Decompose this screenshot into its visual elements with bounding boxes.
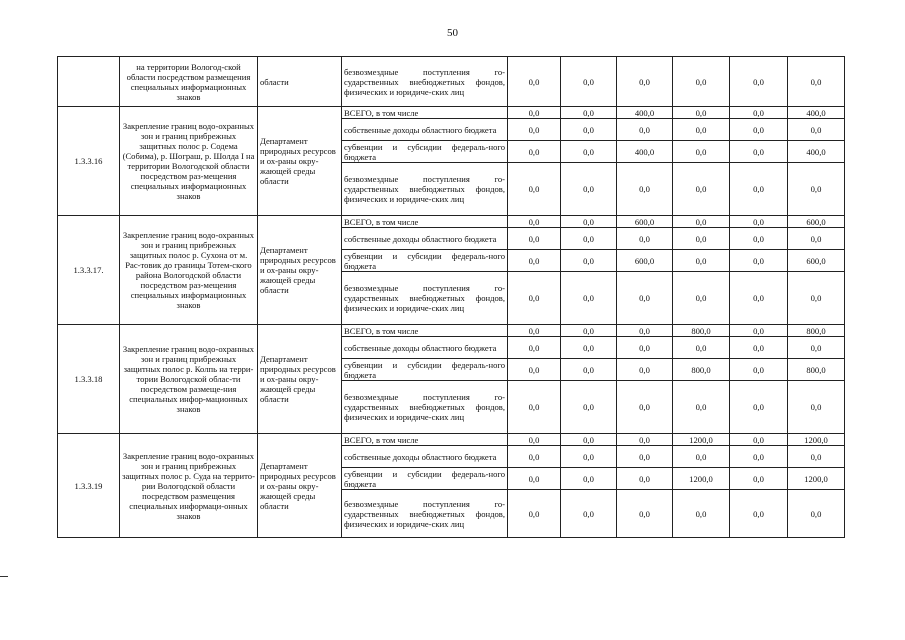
total-value-cell: 0,0 <box>788 272 845 325</box>
measure-code-cell: 1.3.3.18 <box>58 325 120 434</box>
year-value-cell: 0,0 <box>508 446 561 468</box>
year-value-cell: 0,0 <box>508 381 561 434</box>
table-row <box>58 325 845 337</box>
table-row <box>58 107 845 119</box>
year-value-cell: 0,0 <box>730 381 788 434</box>
year-value-cell: 0,0 <box>508 325 561 337</box>
total-value-cell: 800,0 <box>788 325 845 337</box>
year-value-cell: 0,0 <box>508 250 561 272</box>
measure-name-cell: Закрепление границ водо-охранных зон и границ прибрежных защитных полос р. Колпь на терри-тории Вологодской облас-ти посредством размеще-ния специальных инфор-мационных знаков <box>120 325 258 434</box>
year-value-cell: 0,0 <box>673 216 730 228</box>
year-value-cell: 0,0 <box>730 337 788 359</box>
funding-source-cell: безвозмездные поступления го-сударственных внебюджетных фондов, физических и юридиче-ских лиц <box>342 490 508 538</box>
year-value-cell: 0,0 <box>673 107 730 119</box>
year-value-cell: 0,0 <box>730 468 788 490</box>
year-value-cell: 0,0 <box>508 337 561 359</box>
total-value-cell: 0,0 <box>788 446 845 468</box>
measure-code-cell: 1.3.3.19 <box>58 434 120 538</box>
year-value-cell: 1200,0 <box>673 468 730 490</box>
year-value-cell: 0,0 <box>730 228 788 250</box>
year-value-cell: 0,0 <box>673 272 730 325</box>
executor-cell: области <box>258 57 342 107</box>
year-value-cell: 0,0 <box>508 228 561 250</box>
year-value-cell: 0,0 <box>617 119 673 141</box>
year-value-cell: 0,0 <box>617 57 673 107</box>
year-value-cell: 0,0 <box>730 434 788 446</box>
year-value-cell: 0,0 <box>673 446 730 468</box>
total-value-cell: 1200,0 <box>788 468 845 490</box>
total-value-cell: 600,0 <box>788 250 845 272</box>
year-value-cell: 0,0 <box>561 57 617 107</box>
measure-name-cell: Закрепление границ водо-охранных зон и границ прибрежных защитных полос р. Суда на террито-рии Вологодской области посредством размещения специальных информаци-онных знаков <box>120 434 258 538</box>
year-value-cell: 0,0 <box>508 216 561 228</box>
executor-cell: Департамент природных ресурсов и ох-раны окру-жающей среды области <box>258 434 342 538</box>
year-value-cell: 400,0 <box>617 107 673 119</box>
total-value-cell: 800,0 <box>788 359 845 381</box>
year-value-cell: 0,0 <box>508 359 561 381</box>
year-value-cell: 0,0 <box>730 272 788 325</box>
year-value-cell: 0,0 <box>561 325 617 337</box>
year-value-cell: 0,0 <box>730 141 788 163</box>
total-value-cell: 0,0 <box>788 119 845 141</box>
year-value-cell: 0,0 <box>730 359 788 381</box>
funding-source-cell: субвенции и субсидии федераль-ного бюджета <box>342 141 508 163</box>
year-value-cell: 0,0 <box>730 57 788 107</box>
year-value-cell: 0,0 <box>508 57 561 107</box>
measure-name-cell: на территории Вологод-ской области посредством размещения специальных информационных знаков <box>120 57 258 107</box>
year-value-cell: 0,0 <box>508 468 561 490</box>
year-value-cell: 0,0 <box>617 228 673 250</box>
year-value-cell: 0,0 <box>617 337 673 359</box>
year-value-cell: 0,0 <box>508 490 561 538</box>
year-value-cell: 0,0 <box>617 381 673 434</box>
year-value-cell: 0,0 <box>561 468 617 490</box>
funding-source-cell: безвозмездные поступления го-сударственных внебюджетных фондов, физических и юридиче-ских лиц <box>342 272 508 325</box>
year-value-cell: 0,0 <box>617 325 673 337</box>
funding-source-cell: безвозмездные поступления го-сударственных внебюджетных фондов, физических и юридиче-ских лиц <box>342 381 508 434</box>
year-value-cell: 0,0 <box>561 446 617 468</box>
year-value-cell: 0,0 <box>673 228 730 250</box>
total-value-cell: 400,0 <box>788 107 845 119</box>
year-value-cell: 0,0 <box>673 163 730 216</box>
table-body <box>58 57 845 538</box>
year-value-cell: 800,0 <box>673 325 730 337</box>
year-value-cell: 0,0 <box>561 216 617 228</box>
year-value-cell: 0,0 <box>561 359 617 381</box>
table-row <box>58 57 845 107</box>
year-value-cell: 0,0 <box>673 490 730 538</box>
funding-source-cell: субвенции и субсидии федераль-ного бюджета <box>342 468 508 490</box>
measure-name-cell: Закрепление границ водо-охранных зон и границ прибрежных защитных полос р. Сухона от м. Рас-товик до границы Тотем-ского района Вологодской области посредством раз-мещения специальных информационных знаков <box>120 216 258 325</box>
year-value-cell: 1200,0 <box>673 434 730 446</box>
year-value-cell: 0,0 <box>508 272 561 325</box>
year-value-cell: 0,0 <box>561 381 617 434</box>
year-value-cell: 800,0 <box>673 359 730 381</box>
year-value-cell: 0,0 <box>561 228 617 250</box>
year-value-cell: 0,0 <box>561 272 617 325</box>
margin-mark <box>0 576 8 577</box>
year-value-cell: 0,0 <box>508 107 561 119</box>
executor-cell: Департамент природных ресурсов и ох-раны окру-жающей среды области <box>258 325 342 434</box>
funding-source-cell: субвенции и субсидии федераль-ного бюджета <box>342 250 508 272</box>
year-value-cell: 0,0 <box>617 446 673 468</box>
total-value-cell: 0,0 <box>788 337 845 359</box>
measure-code-cell: 1.3.3.16 <box>58 107 120 216</box>
year-value-cell: 0,0 <box>617 490 673 538</box>
year-value-cell: 0,0 <box>561 163 617 216</box>
year-value-cell: 0,0 <box>730 163 788 216</box>
measure-name-cell: Закрепление границ водо-охранных зон и границ прибрежных защитных полос р. Содема (Собима), р. Шограш, р. Шолда I на территории Вологодской области посредством раз-мещения специальных информационных знаков <box>120 107 258 216</box>
total-value-cell: 0,0 <box>788 490 845 538</box>
executor-cell: Департамент природных ресурсов и ох-раны окру-жающей среды области <box>258 216 342 325</box>
total-value-cell: 600,0 <box>788 216 845 228</box>
measure-code-cell: 1.3.3.17. <box>58 216 120 325</box>
year-value-cell: 0,0 <box>730 325 788 337</box>
funding-source-cell: собственные доходы областного бюджета <box>342 446 508 468</box>
year-value-cell: 0,0 <box>673 57 730 107</box>
funding-source-cell: ВСЕГО, в том числе <box>342 216 508 228</box>
year-value-cell: 0,0 <box>561 250 617 272</box>
year-value-cell: 0,0 <box>561 490 617 538</box>
year-value-cell: 0,0 <box>508 119 561 141</box>
year-value-cell: 0,0 <box>730 107 788 119</box>
year-value-cell: 0,0 <box>561 434 617 446</box>
year-value-cell: 0,0 <box>673 119 730 141</box>
total-value-cell: 400,0 <box>788 141 845 163</box>
year-value-cell: 0,0 <box>561 107 617 119</box>
year-value-cell: 0,0 <box>673 381 730 434</box>
funding-source-cell: безвозмездные поступления го-сударственных внебюджетных фондов, физических и юридиче-ских лиц <box>342 57 508 107</box>
table-row <box>58 434 845 446</box>
year-value-cell: 0,0 <box>730 119 788 141</box>
page-number: 50 <box>447 27 458 39</box>
executor-cell: Департамент природных ресурсов и ох-раны окру-жающей среды области <box>258 107 342 216</box>
year-value-cell: 0,0 <box>561 119 617 141</box>
year-value-cell: 0,0 <box>508 163 561 216</box>
year-value-cell: 0,0 <box>508 434 561 446</box>
year-value-cell: 600,0 <box>617 216 673 228</box>
total-value-cell: 1200,0 <box>788 434 845 446</box>
funding-source-cell: ВСЕГО, в том числе <box>342 107 508 119</box>
funding-source-cell: собственные доходы областного бюджета <box>342 228 508 250</box>
year-value-cell: 0,0 <box>617 359 673 381</box>
funding-source-cell: субвенции и субсидии федераль-ного бюджета <box>342 359 508 381</box>
year-value-cell: 400,0 <box>617 141 673 163</box>
year-value-cell: 0,0 <box>673 337 730 359</box>
funding-source-cell: ВСЕГО, в том числе <box>342 434 508 446</box>
year-value-cell: 600,0 <box>617 250 673 272</box>
year-value-cell: 0,0 <box>617 163 673 216</box>
funding-source-cell: безвозмездные поступления го-сударственных внебюджетных фондов, физических и юридиче-ских лиц <box>342 163 508 216</box>
year-value-cell: 0,0 <box>730 216 788 228</box>
year-value-cell: 0,0 <box>673 141 730 163</box>
total-value-cell: 0,0 <box>788 381 845 434</box>
year-value-cell: 0,0 <box>730 490 788 538</box>
year-value-cell: 0,0 <box>561 141 617 163</box>
total-value-cell: 0,0 <box>788 228 845 250</box>
year-value-cell: 0,0 <box>561 337 617 359</box>
year-value-cell: 0,0 <box>508 141 561 163</box>
funding-source-cell: собственные доходы областного бюджета <box>342 119 508 141</box>
year-value-cell: 0,0 <box>617 272 673 325</box>
measure-code-cell <box>58 57 120 107</box>
table-row <box>58 216 845 228</box>
total-value-cell: 0,0 <box>788 57 845 107</box>
total-value-cell: 0,0 <box>788 163 845 216</box>
year-value-cell: 0,0 <box>617 434 673 446</box>
year-value-cell: 0,0 <box>730 446 788 468</box>
year-value-cell: 0,0 <box>617 468 673 490</box>
year-value-cell: 0,0 <box>730 250 788 272</box>
budget-table <box>57 56 845 538</box>
funding-source-cell: ВСЕГО, в том числе <box>342 325 508 337</box>
funding-source-cell: собственные доходы областного бюджета <box>342 337 508 359</box>
year-value-cell: 0,0 <box>673 250 730 272</box>
